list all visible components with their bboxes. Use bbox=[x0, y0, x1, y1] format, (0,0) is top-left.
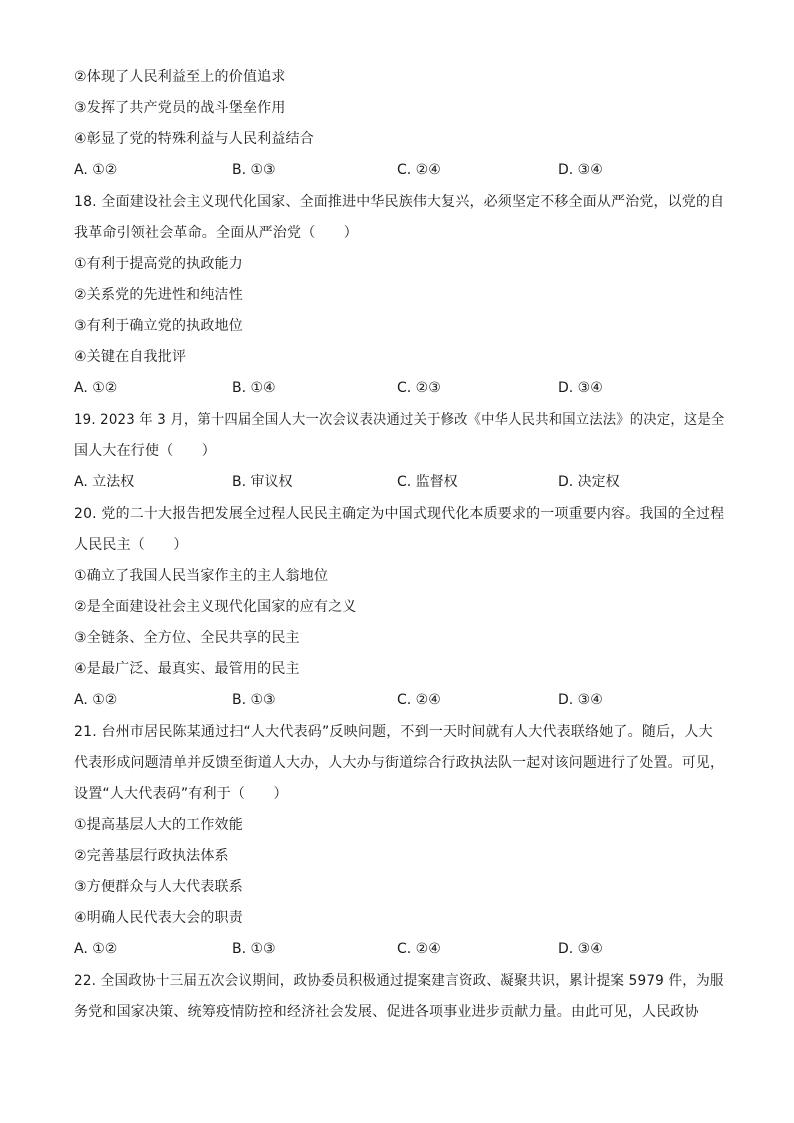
q17-option-a: A. ①② bbox=[74, 162, 118, 178]
q21-statement-1: ①提高基层人大的工作效能 bbox=[74, 817, 243, 833]
q17-statement-3: ③发挥了共产党员的战斗堡垒作用 bbox=[74, 100, 286, 116]
q21-option-d: D. ③④ bbox=[558, 941, 603, 957]
q18-option-d: D. ③④ bbox=[558, 380, 603, 396]
q20-option-a: A. ①② bbox=[74, 692, 118, 708]
q20-statement-3: ③全链条、全方位、全民共享的民主 bbox=[74, 630, 300, 646]
q17-option-b: B. ①③ bbox=[232, 162, 276, 178]
q20-option-b: B. ①③ bbox=[232, 692, 276, 708]
q18-stem-line-2: 我革命引领社会革命。全面从严治党（ ） bbox=[74, 225, 358, 241]
q22-stem-line-2: 务党和国家决策、统筹疫情防控和经济社会发展、促进各项事业进步贡献力量。由此可见，人民政协 bbox=[74, 1004, 699, 1020]
q19-option-a: A. 立法权 bbox=[74, 474, 135, 490]
q18-statement-2: ②关系党的先进性和纯洁性 bbox=[74, 287, 243, 303]
q20-statement-1: ①确立了我国人民当家作主的主人翁地位 bbox=[74, 568, 329, 584]
q18-statement-3: ③有利于确立党的执政地位 bbox=[74, 318, 243, 334]
q18-option-b: B. ①④ bbox=[232, 380, 276, 396]
q21-stem-line-1: 21. 台州市居民陈某通过扫“人大代表码”反映问题，不到一天时间就有人大代表联络她了。随后，人大 bbox=[74, 724, 713, 740]
q22-stem-line-1: 22. 全国政协十三届五次会议期间，政协委员积极通过提案建言资政、凝聚共识，累计提案 5979 件，为服 bbox=[74, 973, 724, 989]
q21-stem-line-2: 代表形成问题清单并反馈至街道人大办，人大办与街道综合行政执法队一起对该问题进行了处置。可见， bbox=[74, 755, 725, 771]
q18-statement-1: ①有利于提高党的执政能力 bbox=[74, 256, 243, 272]
q19-option-d: D. 决定权 bbox=[558, 474, 620, 490]
q20-stem-line-2: 人民民主（ ） bbox=[74, 537, 188, 553]
q19-stem-line-2: 国人大在行使（ ） bbox=[74, 443, 216, 459]
q20-statement-2: ②是全面建设社会主义现代化国家的应有之义 bbox=[74, 599, 357, 615]
q18-stem-line-1: 18. 全面建设社会主义现代化国家、全面推进中华民族伟大复兴，必须坚定不移全面从严治党，以党的自 bbox=[74, 194, 725, 210]
q19-option-c: C. 监督权 bbox=[397, 474, 458, 490]
q17-option-d: D. ③④ bbox=[558, 162, 603, 178]
q20-option-d: D. ③④ bbox=[558, 692, 603, 708]
q18-statement-4: ④关键在自我批评 bbox=[74, 349, 187, 365]
q21-option-a: A. ①② bbox=[74, 941, 118, 957]
q17-option-c: C. ②④ bbox=[397, 162, 441, 178]
q20-option-c: C. ②④ bbox=[397, 692, 441, 708]
q21-statement-4: ④明确人民代表大会的职责 bbox=[74, 910, 243, 926]
q20-stem-line-1: 20. 党的二十大报告把发展全过程人民民主确定为中国式现代化本质要求的一项重要内容。我国的全过程 bbox=[74, 506, 725, 522]
q17-statement-2: ②体现了人民利益至上的价值追求 bbox=[74, 69, 286, 85]
q19-option-b: B. 审议权 bbox=[232, 474, 293, 490]
q19-stem-line-1: 19. 2023 年 3 月，第十四届全国人大一次会议表决通过关于修改《中华人民共和国立法法》的决定，这是全 bbox=[74, 412, 725, 428]
q18-option-c: C. ②③ bbox=[397, 380, 441, 396]
q21-statement-2: ②完善基层行政执法体系 bbox=[74, 848, 229, 864]
q18-option-a: A. ①② bbox=[74, 380, 118, 396]
q20-statement-4: ④是最广泛、最真实、最管用的民主 bbox=[74, 661, 300, 677]
q21-stem-line-3: 设置“人大代表码”有利于（ ） bbox=[74, 786, 288, 802]
q21-option-b: B. ①③ bbox=[232, 941, 276, 957]
q17-statement-4: ④彰显了党的特殊利益与人民利益结合 bbox=[74, 131, 314, 147]
q21-option-c: C. ②④ bbox=[397, 941, 441, 957]
q21-statement-3: ③方便群众与人大代表联系 bbox=[74, 879, 243, 895]
